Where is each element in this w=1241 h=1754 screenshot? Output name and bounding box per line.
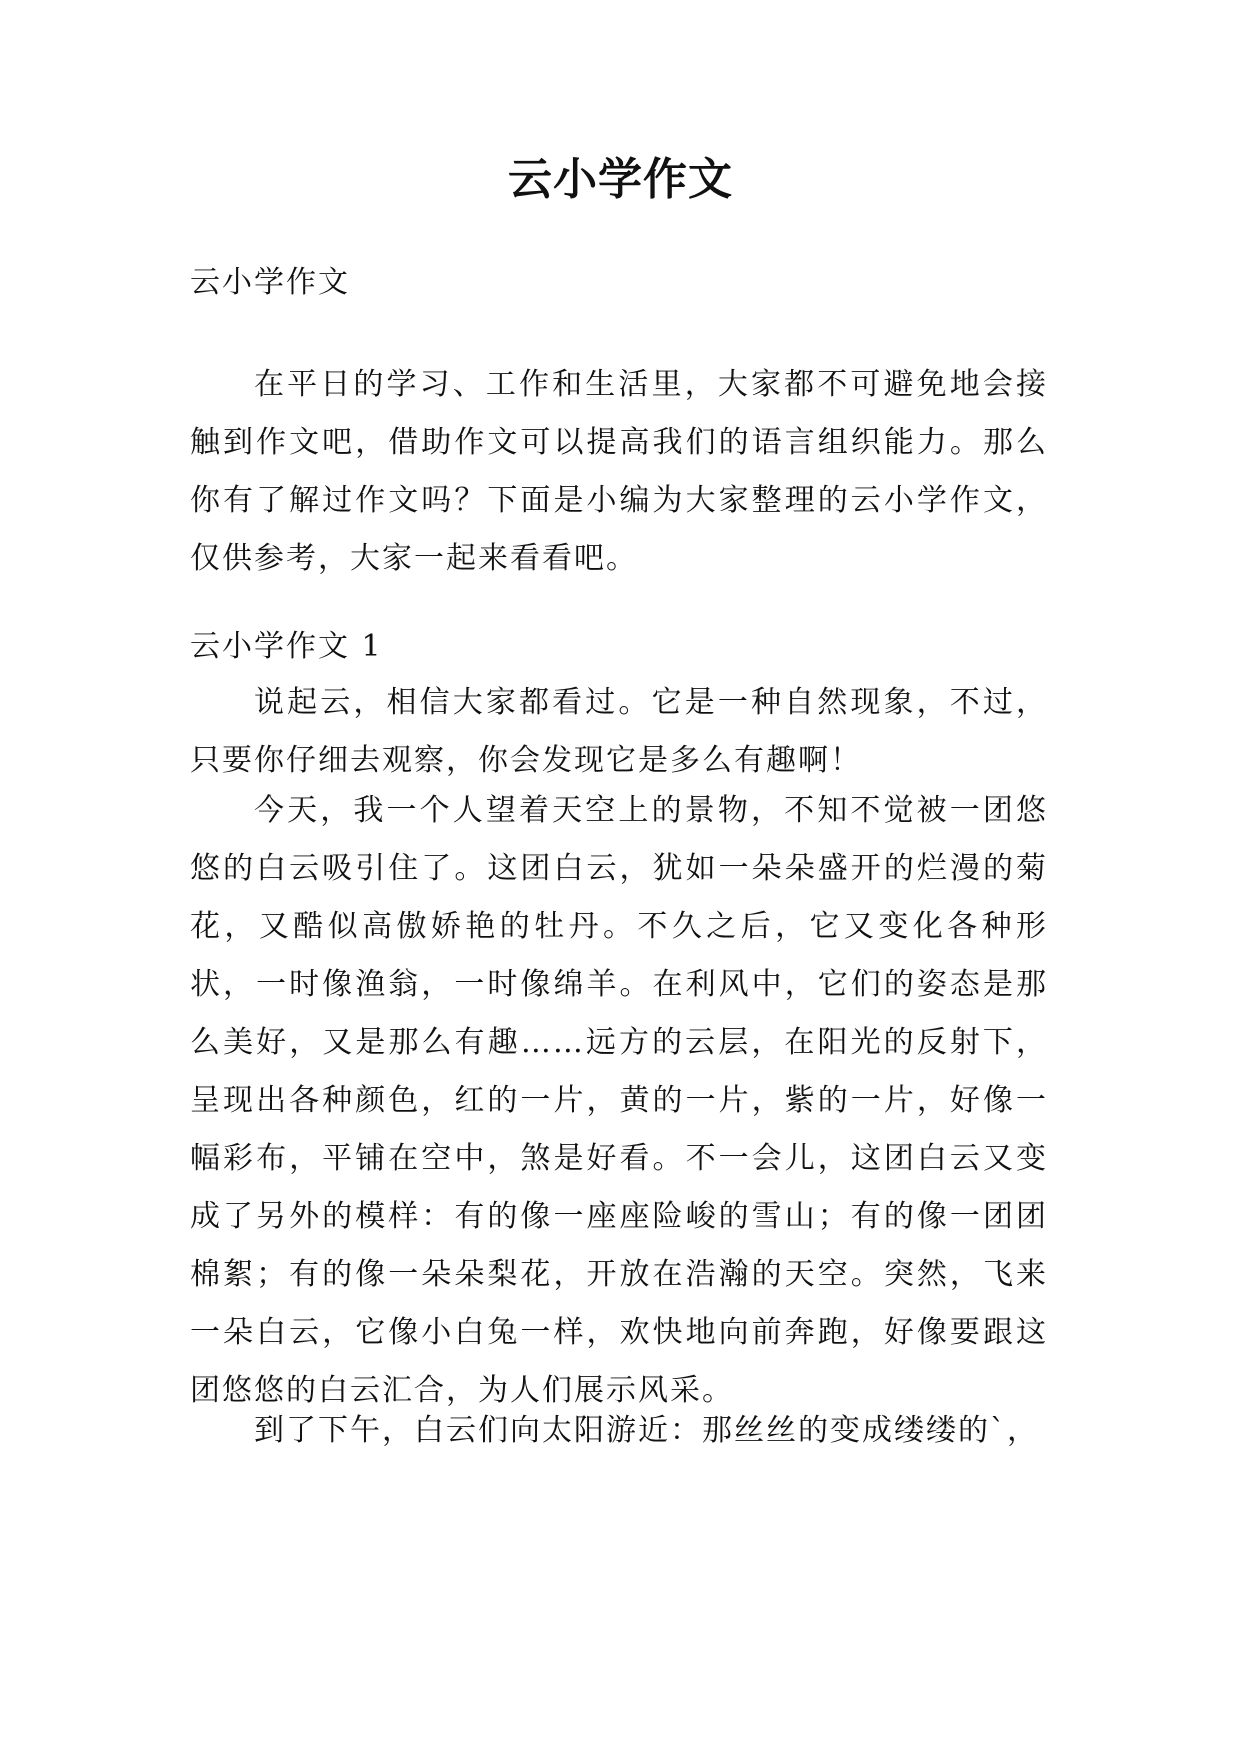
body-paragraph-3: 到了下午，白云们向太阳游近：那丝丝的变成缕缕的`， [254, 1413, 1039, 1448]
intro-paragraph: 在平日的学习、工作和生活里，大家都不可避免地会接触到作文吧，借助作文可以提高我们的语言组织能力。那么你有了解过作文吗？下面是小编为大家整理的云小学作文，仅供参考，大家一起来看看吧。 [190, 367, 1048, 576]
document-subtitle: 云小学作文 [190, 265, 350, 300]
body-paragraph-2: 今天，我一个人望着天空上的景物，不知不觉被一团悠悠的白云吸引住了。这团白云，犹如一朵朵盛开的烂漫的菊花，又酷似高傲娇艳的牡丹。不久之后，它又变化各种形状，一时像渔翁，一时像绵羊。在利风中，它们的姿态是那么美好，又是那么有趣……远方的云层，在阳光的反射下，呈现出各种颜色，红的一片，黄的一片，紫的一片，好像一幅彩布，平铺在空中，煞是好看。不一会儿，这团白云又变成了另外的模样：有的像一座座险峻的雪山；有的像一团团棉絮；有的像一朵朵梨花，开放在浩瀚的天空。突然，飞来一朵白云，它像小白兔一样，欢快地向前奔跑，好像要跟这团悠悠的白云汇合，为人们展示风采。 [190, 793, 1048, 1408]
section-heading: 云小学作文 1 [190, 629, 383, 664]
body-paragraph-1: 说起云，相信大家都看过。它是一种自然现象，不过，只要你仔细去观察，你会发现它是多么有趣啊！ [190, 685, 1048, 778]
document-title: 云小学作文 [508, 154, 733, 205]
